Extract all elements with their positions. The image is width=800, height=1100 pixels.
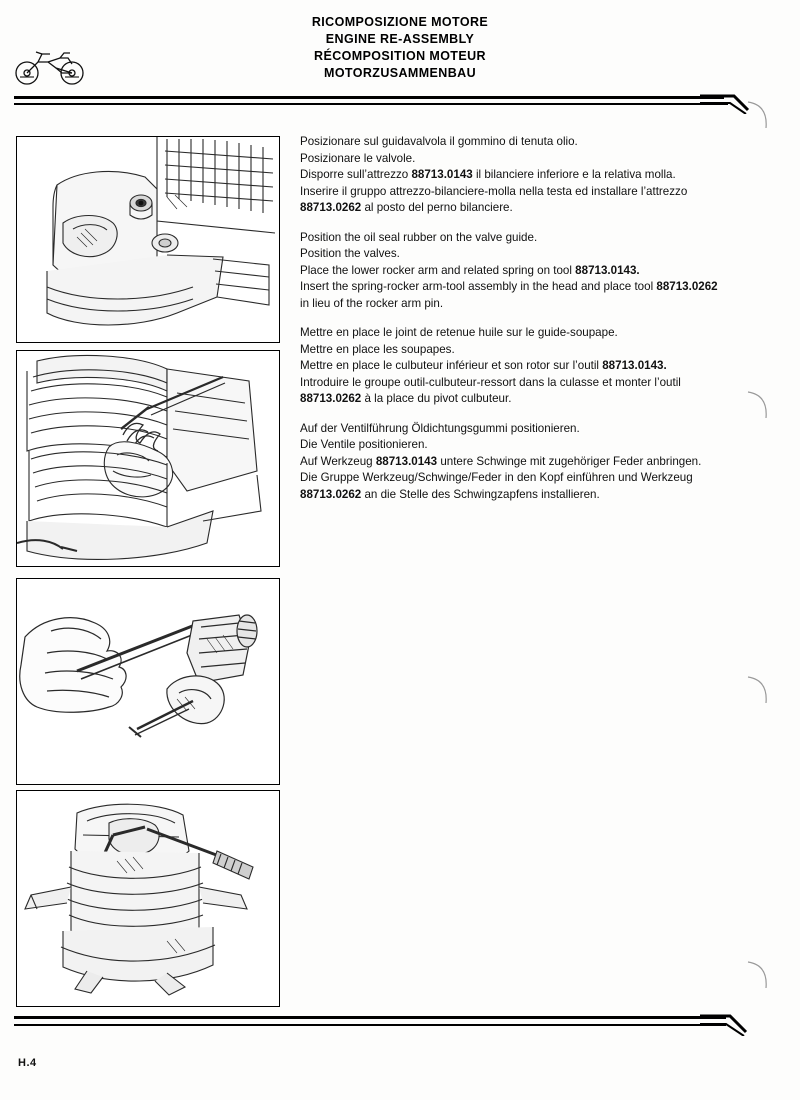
text-run: Mettre en place le culbuteur inférieur et son rotor sur l’outil [300, 359, 603, 372]
paragraph-de-2 [300, 437, 720, 454]
tool-code: 88713.0262 [300, 392, 362, 405]
text-run: Mettre en place le joint de retenue huile sur le guide-soupape. [300, 326, 618, 339]
figure-hand-holding-tool-assembly [16, 578, 280, 785]
paragraph-fr-2 [300, 342, 720, 359]
footer-rule-diagonal [700, 1010, 764, 1036]
header-rule-top [14, 96, 724, 99]
paragraph-it-3 [300, 167, 720, 184]
tool-code: 88713.0262 [300, 487, 362, 501]
paragraph-de-4 [300, 470, 720, 503]
page-header [0, 14, 800, 82]
text-run: Posizionare sul guidavalvola il gommino di tenuta olio. [300, 135, 578, 148]
header-line-en: ENGINE RE-ASSEMBLY [325, 32, 475, 46]
binder-mark-3 [746, 675, 772, 705]
section-italian [300, 134, 720, 217]
text-run: Place the lower rocker arm and related spring on tool [300, 263, 576, 277]
paragraph-it-1 [300, 134, 720, 151]
binder-mark-2 [746, 390, 772, 420]
text-run: il bilanciere inferiore e la relativa molla. [472, 168, 676, 181]
text-run: Die Ventile positionieren. [300, 438, 428, 451]
figure-rocker-arm-spring-tool-insertion [16, 350, 280, 567]
motorcycle-icon [12, 44, 88, 86]
text-run: Mettre en place les soupapes. [300, 342, 455, 356]
tool-code: 88713.0143 [411, 168, 473, 181]
figure-head-with-tool-installed [16, 790, 280, 1007]
paragraph-it-4 [300, 184, 720, 217]
header-line-it: RICOMPOSIZIONE MOTORE [311, 15, 489, 29]
paragraph-fr-3 [300, 358, 720, 375]
tool-code: 88713.0262 [656, 280, 718, 293]
paragraph-en-2 [300, 246, 720, 263]
text-run: Auf Werkzeug [300, 454, 376, 468]
paragraph-fr-4 [300, 375, 720, 408]
text-run: Inserire il gruppo attrezzo-bilanciere-molla nella testa ed installare l’attrezzo [300, 184, 688, 198]
paragraph-en-1 [300, 230, 720, 247]
tool-code: 88713.0143 [375, 454, 438, 468]
text-run: Position the valves. [300, 247, 400, 260]
instruction-text-column [300, 134, 720, 516]
paragraph-fr-1 [300, 325, 720, 342]
text-run: Introduire le groupe outil-culbuteur-ressort dans la culasse et monter l’outil [300, 375, 681, 389]
text-run: Posizionare le valvole. [300, 151, 416, 165]
text-run: à la place du pivot culbuteur. [361, 392, 512, 405]
paragraph-it-2 [300, 151, 720, 168]
section-french [300, 325, 720, 408]
tool-code: 88713.0262 [300, 201, 362, 214]
header-rule-bottom [14, 103, 728, 105]
section-english [300, 230, 720, 313]
section-german [300, 421, 720, 504]
header-line-fr: RÉCOMPOSITION MOTEUR [314, 49, 486, 63]
paragraph-en-3 [300, 263, 720, 280]
text-run: an die Stelle des Schwingzapfens installieren. [361, 487, 600, 501]
text-run: Die Gruppe Werkzeug/Schwinge/Feder in den Kopf einführen und Werkzeug [300, 471, 693, 484]
text-run: al posto del perno bilanciere. [361, 201, 513, 214]
binder-mark-4 [746, 960, 772, 990]
paragraph-de-1 [300, 421, 720, 438]
figure-cylinder-head-valve-guide [16, 136, 280, 343]
header-line-de: MOTORZUSAMMENBAU [324, 66, 476, 80]
footer-rule-bottom [14, 1024, 726, 1026]
tool-code: 88713.0143. [602, 359, 667, 372]
text-run: untere Schwinge mit zugehöriger Feder anbringen. [437, 454, 702, 468]
page-number: H.4 [18, 1057, 37, 1069]
tool-code: 88713.0143. [575, 263, 640, 277]
footer-rule-top [14, 1016, 726, 1019]
text-run: Auf der Ventilführung Öldichtungsgummi positionieren. [300, 421, 580, 435]
text-run: Disporre sull’attrezzo [300, 168, 412, 181]
text-run: Position the oil seal rubber on the valve guide. [300, 230, 538, 244]
text-run: in lieu of the rocker arm pin. [300, 296, 444, 310]
text-run: Insert the spring-rocker arm-tool assembly in the head and place tool [300, 280, 657, 293]
binder-mark-1 [746, 100, 772, 130]
paragraph-en-4 [300, 279, 720, 312]
paragraph-de-3 [300, 454, 720, 471]
